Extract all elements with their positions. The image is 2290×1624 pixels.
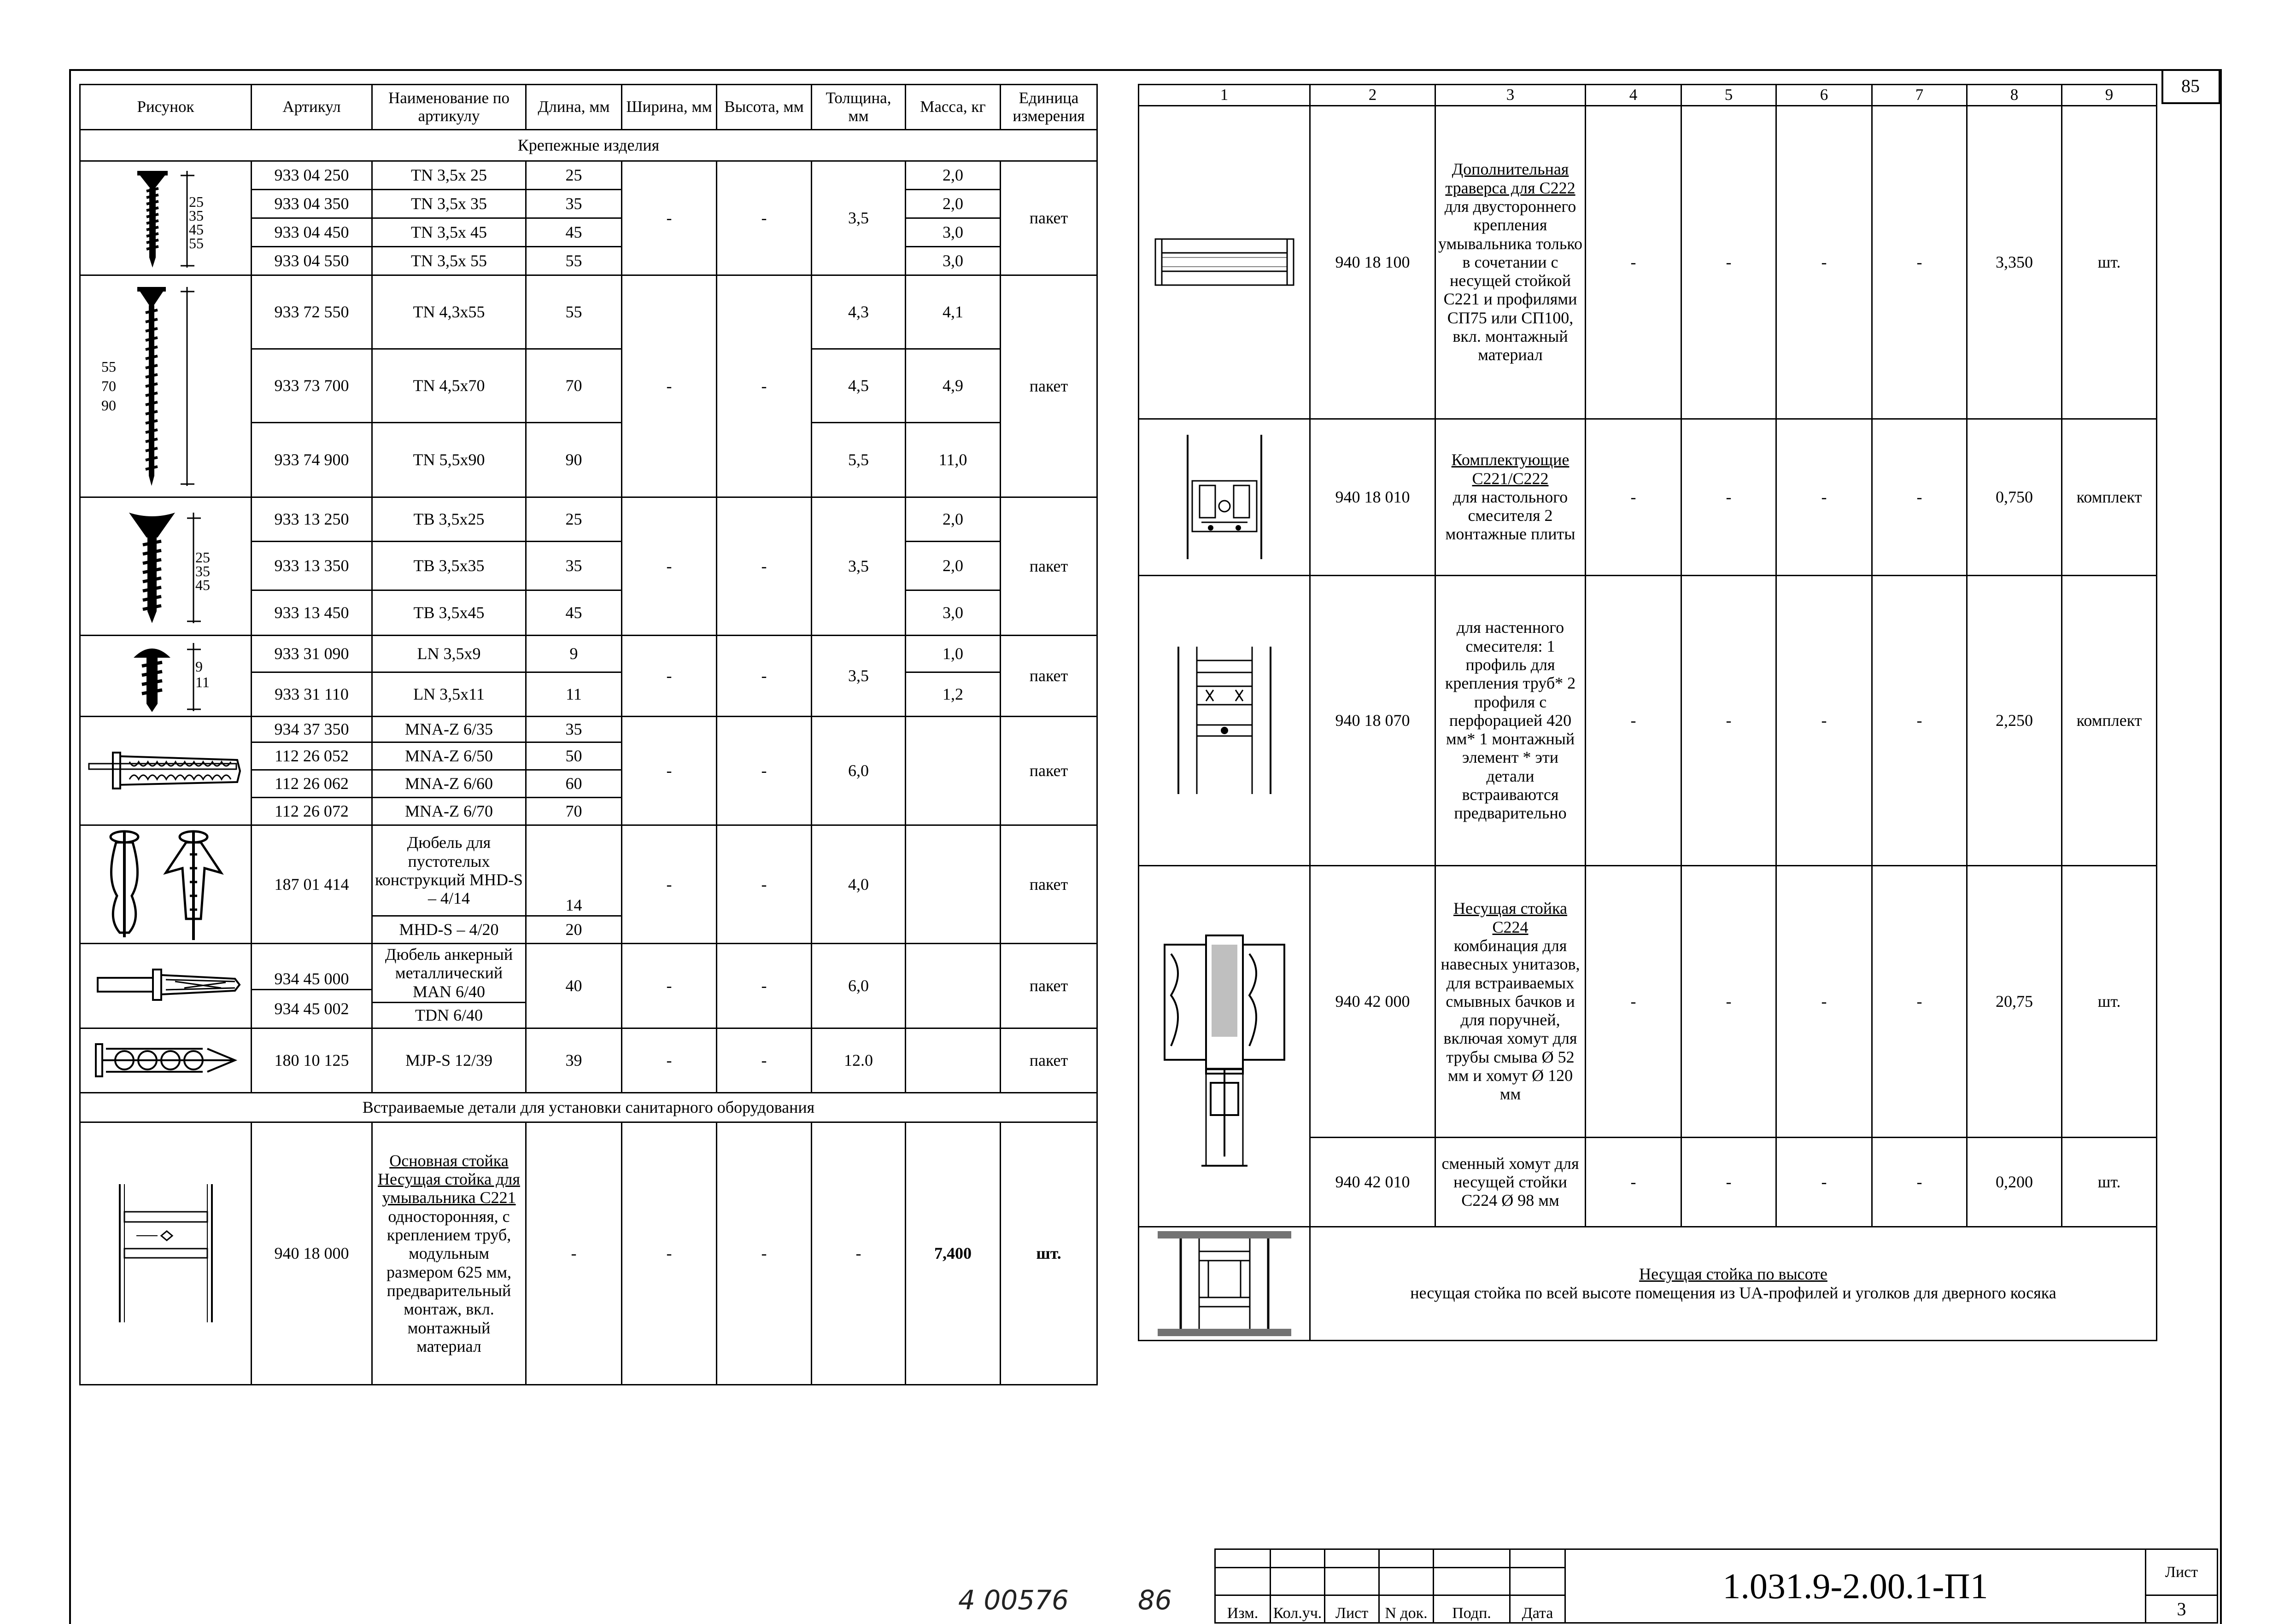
- unit-cell: пакет: [1001, 1028, 1097, 1092]
- part-title: Дополнительная траверса для С222: [1445, 160, 1575, 197]
- stamp-label: Кол.уч.: [1271, 1595, 1325, 1623]
- article-cell: 933 31 090: [252, 636, 372, 672]
- size-mark: 70: [101, 377, 116, 394]
- height-cell: -: [717, 497, 812, 636]
- unit-cell: пакет: [1001, 636, 1097, 717]
- mass-cell: 0,750: [1967, 419, 2062, 575]
- article-cell: 940 18 010: [1310, 419, 1435, 575]
- name-cell: TN 5,5x90: [372, 423, 526, 497]
- ln-screw-drawing: [80, 636, 252, 717]
- length-cell: 60: [526, 770, 622, 798]
- col6-cell: -: [1776, 865, 1872, 1137]
- width-cell: -: [622, 161, 717, 275]
- col7-cell: -: [1872, 575, 1967, 865]
- size-mark: 35: [195, 562, 210, 579]
- mass-cell: 11,0: [906, 423, 1001, 497]
- width-cell: -: [622, 717, 717, 825]
- stamp-label: Лист: [1325, 1595, 1379, 1623]
- mass-cell: 3,0: [906, 590, 1001, 636]
- name-cell: для настенного смесителя: 1 профиль для крепления труб* 2 профиля с перфорацией 420 мм* 1 монтажный элемент * эти детали встраиваются предварительно: [1435, 575, 1586, 865]
- length-cell: 11: [526, 672, 622, 717]
- name-cell: TB 3,5x25: [372, 497, 526, 542]
- thickness-cell: 4,3: [812, 275, 906, 349]
- stamp-label: N док.: [1379, 1595, 1434, 1623]
- height-cell: -: [717, 825, 812, 944]
- length-cell: 25: [526, 497, 622, 542]
- name-cell: сменный хомут для несущей стойки С224 Ø 98 мм: [1435, 1137, 1586, 1227]
- size-mark: 25: [195, 549, 210, 566]
- full-height-description: [1310, 1227, 2157, 1340]
- handwritten-number: 4 00576: [958, 1584, 1069, 1616]
- col4-cell: -: [1586, 1137, 1681, 1227]
- anchor-name: MAN 6/40: [412, 982, 485, 1001]
- size-mark: 55: [101, 358, 116, 375]
- article-cell: 940 18 070: [1310, 575, 1435, 865]
- sanitary-parts-table: [1138, 84, 2157, 1341]
- col6-cell: -: [1776, 419, 1872, 575]
- fasteners-table: [79, 84, 1098, 1385]
- article-cell: 933 04 350: [252, 190, 372, 218]
- col5-cell: -: [1681, 105, 1776, 419]
- col-header: 9: [2062, 85, 2157, 106]
- part-title: Несущая стойка по высоте: [1639, 1265, 1827, 1284]
- col-header: 5: [1681, 85, 1776, 106]
- thickness-cell: 3,5: [812, 161, 906, 275]
- part-description: для настольного смесителя 2 монтажные плиты: [1445, 487, 1575, 543]
- size-mark: 35: [188, 207, 204, 224]
- col-header: 7: [1872, 85, 1967, 106]
- c224-frame-drawing: [1139, 865, 1310, 1227]
- length-cell: 20: [526, 916, 622, 943]
- thickness-cell: 3,5: [812, 636, 906, 717]
- length-cell: 35: [526, 717, 622, 742]
- thickness-cell: 12.0: [812, 1028, 906, 1092]
- unit-cell: пакет: [1001, 825, 1097, 944]
- unit-cell: шт.: [2062, 105, 2157, 419]
- name-cell: TN 3,5x 55: [372, 247, 526, 275]
- col-header: 8: [1967, 85, 2062, 106]
- unit-cell: пакет: [1001, 275, 1097, 497]
- name-cell: [1435, 105, 1586, 419]
- col-header: Артикул: [252, 85, 372, 130]
- name-cell: TB 3,5x35: [372, 542, 526, 590]
- col6-cell: -: [1776, 575, 1872, 865]
- size-mark: 45: [195, 576, 210, 593]
- height-cell: -: [717, 1028, 812, 1092]
- length-cell: 45: [526, 218, 622, 247]
- size-mark: 55: [188, 234, 204, 251]
- name-cell: MNA-Z 6/60: [372, 770, 526, 798]
- name-cell: TN 3,5x 25: [372, 161, 526, 190]
- unit-cell: комплект: [2062, 419, 2157, 575]
- col-header: Масса, кг: [906, 85, 1001, 130]
- article-cell: 933 73 700: [252, 349, 372, 423]
- thickness-cell: 5,5: [812, 423, 906, 497]
- article-cell: 112 26 072: [252, 798, 372, 825]
- name-cell: TN 4,3x55: [372, 275, 526, 349]
- mass-cell: [906, 944, 1001, 1028]
- col-header: Толщина, мм: [812, 85, 906, 130]
- name-cell: [372, 1122, 526, 1384]
- mass-cell: 3,350: [1967, 105, 2062, 419]
- col7-cell: -: [1872, 419, 1967, 575]
- col4-cell: -: [1586, 419, 1681, 575]
- height-cell: -: [717, 161, 812, 275]
- thickness-cell: 6,0: [812, 717, 906, 825]
- length-cell: 55: [526, 275, 622, 349]
- length-cell: 90: [526, 423, 622, 497]
- name-cell: MNA-Z 6/50: [372, 742, 526, 770]
- height-cell: -: [717, 1122, 812, 1384]
- c221-frame-drawing: [80, 1122, 252, 1384]
- mass-cell: 20,75: [1967, 865, 2062, 1137]
- name-cell: TN 3,5x 35: [372, 190, 526, 218]
- mass-cell: [906, 825, 1001, 944]
- mass-cell: 1,2: [906, 672, 1001, 717]
- unit-cell: пакет: [1001, 161, 1097, 275]
- mass-cell: 2,250: [1967, 575, 2062, 865]
- name-cell: MJP-S 12/39: [372, 1028, 526, 1092]
- size-mark: 11: [195, 673, 210, 690]
- length-cell: 55: [526, 247, 622, 275]
- tn-screw-drawing: [80, 161, 252, 275]
- section-title: Крепежные изделия: [80, 130, 1097, 161]
- col-header: Рисунок: [80, 85, 252, 130]
- height-cell: -: [717, 275, 812, 497]
- tb-screw-drawing: [80, 497, 252, 636]
- height-cell: -: [717, 717, 812, 825]
- anchor-title: Дюбель анкерный металлический: [385, 945, 513, 982]
- length-cell: 70: [526, 798, 622, 825]
- col6-cell: -: [1776, 1137, 1872, 1227]
- name-cell: Дюбель для пустотелых конструкций MHD-S – 4/14: [372, 825, 526, 916]
- col-header: 4: [1586, 85, 1681, 106]
- col-header: Длина, мм: [526, 85, 622, 130]
- size-mark: 45: [188, 221, 204, 238]
- length-cell: -: [526, 1122, 622, 1384]
- table-mixer-kit-drawing: [1139, 419, 1310, 575]
- width-cell: -: [622, 275, 717, 497]
- article-cell: 940 42 000: [1310, 865, 1435, 1137]
- name-cell: TDN 6/40: [372, 1002, 526, 1028]
- width-cell: -: [622, 636, 717, 717]
- name-cell: TN 4,5x70: [372, 349, 526, 423]
- unit-cell: шт.: [2062, 865, 2157, 1137]
- name-cell: LN 3,5x11: [372, 672, 526, 717]
- part-title: Несущая стойка С224: [1453, 899, 1568, 936]
- mass-cell: 2,0: [906, 190, 1001, 218]
- col7-cell: -: [1872, 1137, 1967, 1227]
- article-cell: 933 13 450: [252, 590, 372, 636]
- col-header: Единица измерения: [1001, 85, 1097, 130]
- mass-cell: 2,0: [906, 542, 1001, 590]
- size-mark: 90: [101, 397, 116, 414]
- length-cell: 14: [526, 825, 622, 916]
- article-cell: 112 26 052: [252, 742, 372, 770]
- man-anchor-drawing: [80, 944, 252, 1028]
- sheet-label: Лист: [2146, 1549, 2218, 1595]
- length-cell: 9: [526, 636, 622, 672]
- name-cell: MHD-S – 4/20: [372, 916, 526, 943]
- unit-cell: шт.: [2062, 1137, 2157, 1227]
- thickness-cell: -: [812, 1122, 906, 1384]
- col5-cell: -: [1681, 575, 1776, 865]
- col4-cell: -: [1586, 865, 1681, 1137]
- mass-cell: 1,0: [906, 636, 1001, 672]
- name-cell: [1435, 865, 1586, 1137]
- traverse-drawing: [1139, 105, 1310, 419]
- part-description: односторонняя, с креплением труб, модульным размером 625 мм, предварительный монтаж, вкл. монтажный материал: [386, 1207, 512, 1355]
- col5-cell: -: [1681, 1137, 1776, 1227]
- unit-cell: пакет: [1001, 944, 1097, 1028]
- col-header: Ширина, мм: [622, 85, 717, 130]
- article-cell: 940 18 000: [252, 1122, 372, 1384]
- name-cell: TN 3,5x 45: [372, 218, 526, 247]
- article-cell: 940 18 100: [1310, 105, 1435, 419]
- article-cell: 934 37 350: [252, 717, 372, 742]
- length-cell: 40: [526, 944, 622, 1028]
- mass-cell: 0,200: [1967, 1137, 2062, 1227]
- part-description: несущая стойка по всей высоте помещения из UA-профилей и уголков для дверного косяка: [1410, 1283, 2056, 1302]
- part-subtitle: Несущая стойка для умывальника С221: [378, 1170, 520, 1207]
- sheet-number: 3: [2146, 1595, 2218, 1623]
- col5-cell: -: [1681, 419, 1776, 575]
- part-description: для двустороннего крепления умывальника только в сочетании с несущей стойкой С221 и профилями СП75 или СП100, вкл. монтажный материал: [1438, 197, 1582, 364]
- col-header: Высота, мм: [717, 85, 812, 130]
- document-code: 1.031.9-2.00.1-П1: [1565, 1549, 2146, 1623]
- col4-cell: -: [1586, 105, 1681, 419]
- mhd-dowel-drawing: [80, 825, 252, 944]
- handwritten-number: 86: [1138, 1584, 1172, 1616]
- height-cell: -: [717, 944, 812, 1028]
- col5-cell: -: [1681, 865, 1776, 1137]
- stamp-label: Изм.: [1215, 1595, 1271, 1623]
- mjp-anchor-drawing: [80, 1028, 252, 1092]
- mass-cell: 2,0: [906, 161, 1001, 190]
- width-cell: -: [622, 944, 717, 1028]
- name-cell: [1435, 419, 1586, 575]
- page-number: 85: [2181, 75, 2200, 96]
- col-header: Наименование по артикулу: [372, 85, 526, 130]
- name-cell: [372, 944, 526, 1003]
- name-cell: LN 3,5x9: [372, 636, 526, 672]
- length-cell: 35: [526, 190, 622, 218]
- name-cell: MNA-Z 6/35: [372, 717, 526, 742]
- mass-cell: [906, 1028, 1001, 1092]
- unit-cell: комплект: [2062, 575, 2157, 865]
- article-cell: 933 13 250: [252, 497, 372, 542]
- col-header: 2: [1310, 85, 1435, 106]
- col-header: 3: [1435, 85, 1586, 106]
- article-cell: 112 26 062: [252, 770, 372, 798]
- name-cell: MNA-Z 6/70: [372, 798, 526, 825]
- width-cell: -: [622, 1028, 717, 1092]
- article-cell: 933 04 450: [252, 218, 372, 247]
- article-cell: 180 10 125: [252, 1028, 372, 1092]
- section-title: Встраиваемые детали для установки санитарного оборудования: [80, 1092, 1097, 1122]
- full-height-frame-drawing: [1139, 1227, 1310, 1340]
- article-cell: 940 42 010: [1310, 1137, 1435, 1227]
- mass-cell: 2,0: [906, 497, 1001, 542]
- part-description: комбинация для навесных унитазов, для встраиваемых смывных бачков и для поручней, включая хомут для трубы смыва Ø 52 мм и хомут Ø 120 мм: [1441, 936, 1580, 1104]
- article-cell: 933 74 900: [252, 423, 372, 497]
- article-cell: 933 72 550: [252, 275, 372, 349]
- col-header: 6: [1776, 85, 1872, 106]
- article-cell: 933 04 250: [252, 161, 372, 190]
- mass-cell: 7,400: [906, 1122, 1001, 1384]
- article-cell: 934 45 002: [252, 990, 372, 1028]
- part-title: Основная стойка: [389, 1151, 509, 1170]
- col4-cell: -: [1586, 575, 1681, 865]
- length-cell: 39: [526, 1028, 622, 1092]
- mass-cell: 3,0: [906, 247, 1001, 275]
- size-mark: 9: [195, 658, 203, 675]
- width-cell: -: [622, 497, 717, 636]
- col6-cell: -: [1776, 105, 1872, 419]
- mass-cell: 4,9: [906, 349, 1001, 423]
- length-cell: 25: [526, 161, 622, 190]
- article-cell: 933 13 350: [252, 542, 372, 590]
- article-cell: 187 01 414: [252, 825, 372, 944]
- article-cell: 933 31 110: [252, 672, 372, 717]
- col7-cell: -: [1872, 105, 1967, 419]
- name-cell: TB 3,5x45: [372, 590, 526, 636]
- unit-cell: пакет: [1001, 717, 1097, 825]
- unit-cell: пакет: [1001, 497, 1097, 636]
- tn-long-screw-drawing: [80, 275, 252, 497]
- mna-anchor-drawing: [80, 717, 252, 825]
- article-cell: 933 04 550: [252, 247, 372, 275]
- thickness-cell: 4,0: [812, 825, 906, 944]
- thickness-cell: 3,5: [812, 497, 906, 636]
- title-block: [1214, 1548, 2218, 1624]
- mass-cell: 4,1: [906, 275, 1001, 349]
- length-cell: 50: [526, 742, 622, 770]
- size-mark: 25: [188, 193, 204, 210]
- height-cell: -: [717, 636, 812, 717]
- width-cell: -: [622, 1122, 717, 1384]
- width-cell: -: [622, 825, 717, 944]
- col7-cell: -: [1872, 865, 1967, 1137]
- col-header: 1: [1139, 85, 1310, 106]
- thickness-cell: 6,0: [812, 944, 906, 1028]
- thickness-cell: 4,5: [812, 349, 906, 423]
- length-cell: 35: [526, 542, 622, 590]
- length-cell: 70: [526, 349, 622, 423]
- stamp-label: Дата: [1510, 1595, 1565, 1623]
- unit-cell: шт.: [1001, 1122, 1097, 1384]
- mass-cell: 3,0: [906, 218, 1001, 247]
- wall-mixer-kit-drawing: [1139, 575, 1310, 865]
- mass-cell: [906, 717, 1001, 825]
- stamp-label: Подп.: [1434, 1595, 1510, 1623]
- article-cell: 934 45 000: [252, 944, 372, 990]
- length-cell: 45: [526, 590, 622, 636]
- part-title: Комплектующие С221/С222: [1451, 450, 1570, 488]
